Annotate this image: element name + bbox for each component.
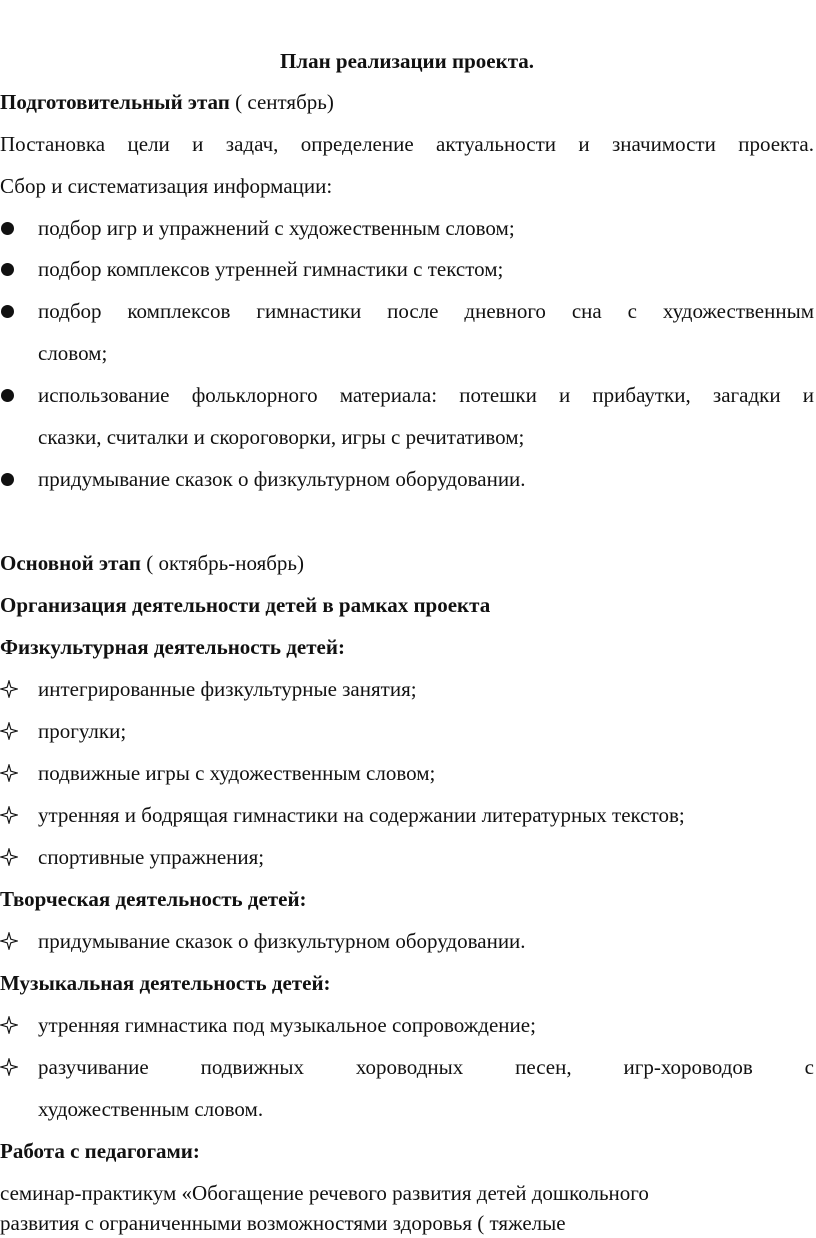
org-heading: Организация деятельности детей в рамках проекта	[0, 593, 491, 617]
teachers-text-line-1: семинар-практикум «Обогащение речевого развития детей дошкольного	[0, 1181, 649, 1205]
filled-circle-bullet-icon	[1, 263, 14, 276]
list-item-text: утренняя гимнастика под музыкальное сопровождение;	[38, 1013, 536, 1037]
prep-intro-line-1: Постановка цели и задач, определение актуальности и значимости проекта.	[0, 132, 814, 156]
list-item-text: подвижные игры с художественным словом;	[38, 761, 436, 785]
four-point-star-icon	[0, 722, 18, 740]
list-item	[0, 1010, 814, 1040]
list-item-continuation: словом;	[38, 341, 108, 365]
main-stage-heading: Основной этап	[0, 551, 141, 575]
list-item	[0, 213, 814, 243]
list-item-continuation: сказки, считалки и скороговорки, игры с речитативом;	[38, 425, 525, 449]
list-item-text: использование фольклорного материала: потешки и прибаутки, загадки и	[38, 383, 814, 407]
list-item-text: подбор игр и упражнений с художественным словом;	[38, 216, 515, 240]
list-item-text: прогулки;	[38, 719, 127, 743]
list-item	[0, 758, 814, 788]
filled-circle-bullet-icon	[1, 473, 14, 486]
list-item	[0, 716, 814, 746]
prep-stage-heading-line	[0, 87, 814, 117]
list-item	[0, 254, 814, 284]
teachers-heading: Работа с педагогами:	[0, 1139, 200, 1163]
creative-activity-heading: Творческая деятельность детей:	[0, 887, 307, 911]
filled-circle-bullet-icon	[1, 305, 14, 318]
list-item-text: подбор комплексов утренней гимнастики с текстом;	[38, 257, 504, 281]
main-stage-heading-line	[0, 548, 814, 578]
four-point-star-icon	[0, 1016, 18, 1034]
four-point-star-icon	[0, 806, 18, 824]
list-item-text: придумывание сказок о физкультурном оборудовании.	[38, 467, 526, 491]
list-item	[0, 464, 814, 494]
four-point-star-icon	[0, 764, 18, 782]
four-point-star-icon	[0, 1058, 18, 1076]
list-item-text: спортивные упражнения;	[38, 845, 265, 869]
prep-stage-period: ( сентябрь)	[229, 90, 334, 114]
filled-circle-bullet-icon	[1, 222, 14, 235]
list-item	[0, 842, 814, 872]
page-title: План реализации проекта.	[279, 49, 535, 73]
list-item	[0, 800, 814, 830]
list-item-text: интегрированные физкультурные занятия;	[38, 677, 417, 701]
list-item	[0, 674, 814, 704]
prep-intro-line-2: Сбор и систематизация информации:	[0, 174, 333, 198]
list-item	[0, 296, 814, 326]
four-point-star-icon	[0, 680, 18, 698]
list-item-text: утренняя и бодрящая гимнастики на содержании литературных текстов;	[38, 803, 685, 827]
main-stage-period: ( октябрь-ноябрь)	[141, 551, 304, 575]
list-item	[0, 926, 814, 956]
four-point-star-icon	[0, 848, 18, 866]
list-item	[0, 380, 814, 410]
sport-activity-heading: Физкультурная деятельность детей:	[0, 635, 345, 659]
list-item	[0, 1052, 814, 1082]
list-item-continuation: художественным словом.	[38, 1097, 264, 1121]
prep-stage-heading: Подготовительный этап	[0, 90, 230, 114]
filled-circle-bullet-icon	[1, 389, 14, 402]
list-item-text: придумывание сказок о физкультурном оборудовании.	[38, 929, 526, 953]
list-item-text: разучивание подвижных хороводных песен, игр-хороводов с	[38, 1055, 814, 1079]
music-activity-heading: Музыкальная деятельность детей:	[0, 971, 331, 995]
list-item-text: подбор комплексов гимнастики после дневного сна с художественным	[38, 299, 814, 323]
teachers-text-line-2: развития с ограниченными возможностями здоровья ( тяжелые	[0, 1211, 566, 1235]
four-point-star-icon	[0, 932, 18, 950]
